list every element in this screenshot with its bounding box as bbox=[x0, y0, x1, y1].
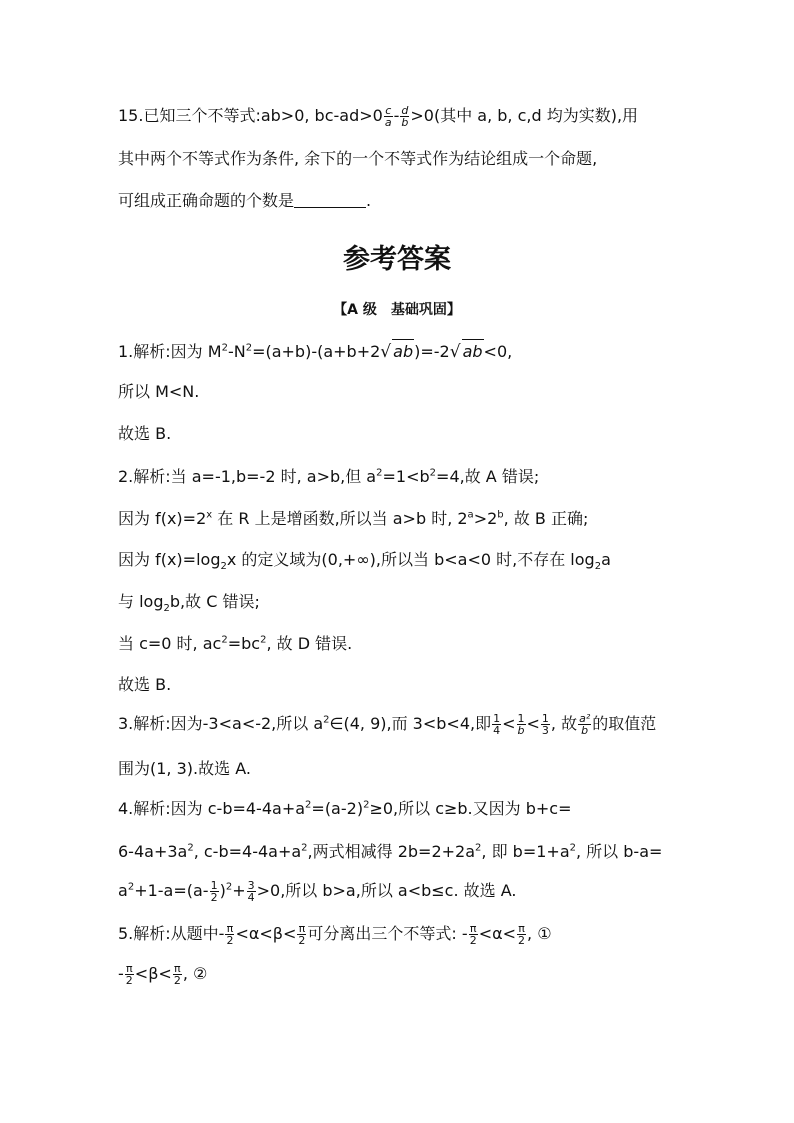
a2-line-3: 因为 $f(x)=\log_2x$ 的定义域为(0,+∞),所以当 b<a<0 时,不存在 $\log_2a$ bbox=[118, 550, 611, 573]
q15-line-3: 可组成正确命题的个数是 . bbox=[118, 191, 372, 210]
fraction-pi-over-2-a: $\frac{\pi}{2}$ bbox=[226, 922, 234, 947]
fraction-1-over-3: $\frac{1}{3}$ bbox=[541, 712, 549, 737]
fraction-pi-over-2-f: $\frac{\pi}{2}$ bbox=[173, 962, 181, 987]
sqrt-ab-2: ab bbox=[462, 339, 484, 364]
fraction-d-over-b: $\frac{d}{b}$ bbox=[401, 104, 409, 129]
answer-blank bbox=[294, 191, 366, 208]
a2-line-4: 与 $\log_2b$,故 C 错误; bbox=[118, 592, 260, 615]
fraction-3-over-4: $\frac{3}{4}$ bbox=[247, 879, 255, 904]
fraction-pi-over-2-e: $\frac{\pi}{2}$ bbox=[125, 962, 133, 987]
fraction-a2-over-b: $\frac{\text{a²}}{b}$ bbox=[579, 712, 591, 737]
a4-line-3: $a^2+1-a=(a-$ $\frac{1}{2}$ )$^2$+ $\frac{3}{4}$ >0,所以 b>a,所以 a<b≤c. 故选 A. bbox=[118, 879, 517, 904]
a5-line-1: 5.解析:从题中- $\frac{\pi}{2}$ <α<β< $\frac{\pi}{2}$ 可分离出三个不等式: - $\frac{\pi}{2}$ <α< $\frac{\pi}{2}$ , ① bbox=[118, 922, 552, 947]
fraction-pi-over-2-d: $\frac{\pi}{2}$ bbox=[518, 922, 526, 947]
a5-line-2: - $\frac{\pi}{2}$ <β< $\frac{\pi}{2}$ , ② bbox=[118, 962, 208, 987]
fraction-1-over-2: $\frac{1}{2}$ bbox=[210, 879, 218, 904]
fraction-1-over-b: $\frac{1}{b}$ bbox=[517, 712, 525, 737]
fraction-pi-over-2-c: $\frac{\pi}{2}$ bbox=[469, 922, 477, 947]
a2-line-2: 因为 $f(x)=2^x$ 在 R 上是增函数,所以当 a>b 时, $2^a>2^b$, 故 B 正确; bbox=[118, 509, 589, 528]
a2-line-6: 故选 B. bbox=[118, 675, 172, 694]
q15-line-2: 其中两个不等式作为条件, 余下的一个不等式作为结论组成一个命题, bbox=[118, 149, 598, 168]
q15-text: 15.已知三个不等式:ab>0, bc-ad>0 bbox=[118, 106, 383, 125]
a1-line-1: 1.解析:因为 $M^2-N^2=(a+b)-(a+b+2√$ ab)=-2√ ab<0, bbox=[118, 339, 688, 364]
fraction-c-over-a: $\frac{c}{a}$ bbox=[384, 104, 392, 129]
a2-line-5: 当 c=0 时, $ac^2=bc^2$, 故 D 错误. bbox=[118, 634, 353, 653]
page-title: 参考答案 bbox=[343, 244, 451, 275]
a1-line-3: 故选 B. bbox=[118, 424, 172, 443]
sqrt-ab: ab bbox=[392, 339, 414, 364]
fraction-1-over-4: $\frac{1}{4}$ bbox=[493, 712, 501, 737]
fraction-pi-over-2-b: $\frac{\pi}{2}$ bbox=[298, 922, 306, 947]
a3-line-1: 3.解析:因为-3<a<-2,所以 $a^2\in(4$, 9),而 3<b<4,即 $\frac{1}{4}$ < $\frac{1}{b}$ < $\frac{1}{3}$ , 故 $\frac{\text{a²}}{b}$ 的取值范 bbox=[118, 712, 657, 737]
a4-line-1: 4.解析:因为 $c-b=4-4a+a^2=(a-2)^2\ge 0$,所以 c≥b.又因为 b+c= bbox=[118, 799, 572, 818]
a3-line-2: 围为(1, 3).故选 A. bbox=[118, 759, 251, 778]
q15-line-1: 15.已知三个不等式:ab>0, bc-ad>0 $\frac{c}{a}$ - $\frac{d}{b}$ >0(其中 a, b, c,d 均为实数),用 bbox=[118, 104, 639, 129]
a1-line-2: 所以 M<N. bbox=[118, 382, 200, 401]
a4-line-2: $6-4a+3a^2$, $c-b=4-4a+a^2$,两式相减得 $2b=2+2a^2$, 即 $b=1+a^2$, 所以 b-a= bbox=[118, 842, 663, 861]
a2-line-1: 2.解析:当 a=-1,b=-2 时, a>b,但 $a^2=1<b^2=4$,故 A 错误; bbox=[118, 467, 540, 486]
section-subtitle: 【A 级 基础巩固】 bbox=[333, 302, 461, 318]
